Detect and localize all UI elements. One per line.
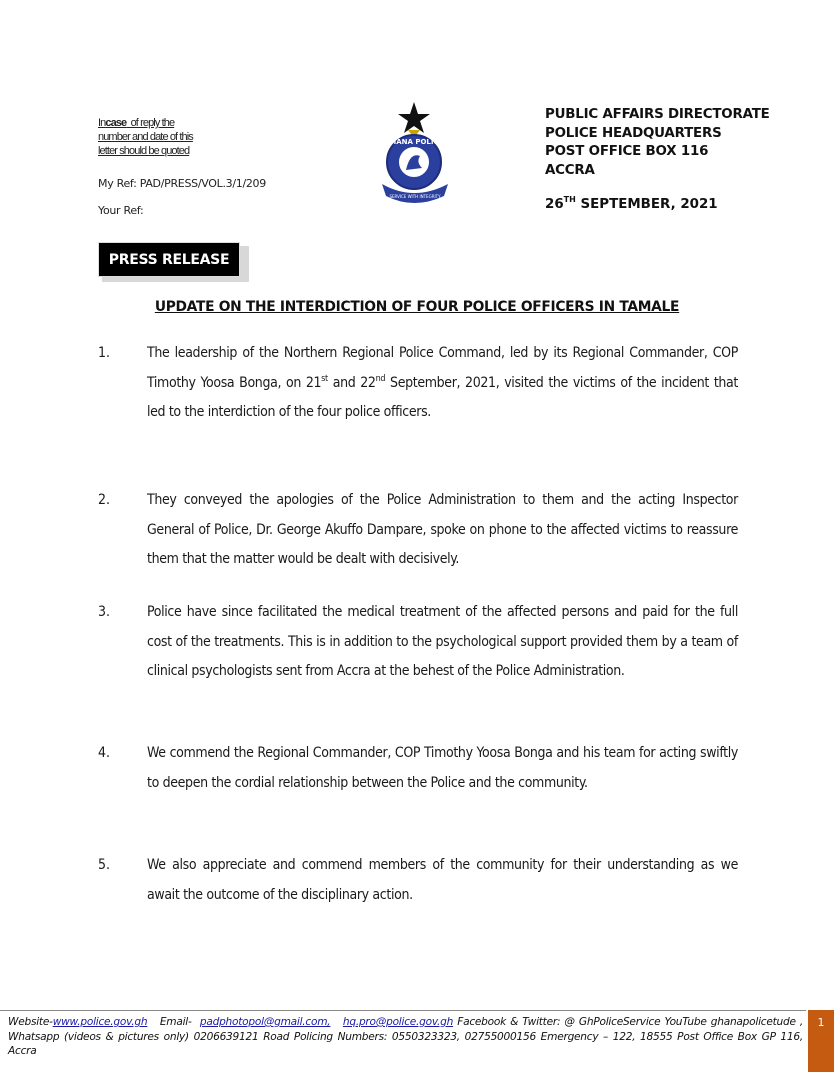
paragraph-text: Police have since facilitated the medical treatment of the affected persons and paid for the full cost of the treatments. This is in addition to the psychological support provided them by a team of clinical psychologists sent from Accra at the behest of the Police Administration.: [147, 604, 738, 679]
paragraph-number: 1.: [98, 345, 111, 361]
press-release-label: PRESS RELEASE: [98, 242, 240, 277]
footer-divider: [0, 1010, 806, 1011]
address-line: ACCRA: [545, 162, 595, 178]
reply-note-line-1: of reply the: [130, 117, 175, 129]
paragraph-number: 5.: [98, 857, 111, 873]
your-ref: Your Ref:: [98, 204, 144, 217]
paragraph-4: [98, 739, 738, 798]
address-line: POLICE HEADQUARTERS: [545, 125, 722, 141]
document-title: UPDATE ON THE INTERDICTION OF FOUR POLICE OFFICERS IN TAMALE: [154, 299, 680, 315]
paragraph-text: We commend the Regional Commander, COP Timothy Yoosa Bonga and his team for acting swiftly to deepen the cordial relationship between the Police and the community.: [147, 745, 738, 791]
police-crest-icon: [372, 100, 462, 212]
crest-motto: SERVICE WITH INTEGRITY: [389, 194, 441, 199]
email-label: Email-: [159, 1016, 192, 1028]
ghana-police-crest: [372, 100, 462, 212]
paragraph-text: We also appreciate and commend members of the community for their understanding as we await the outcome of the disciplinary action.: [147, 857, 738, 903]
address-line: POST OFFICE BOX 116: [545, 144, 709, 159]
paragraph-1: [98, 339, 738, 428]
reply-note-word: In: [98, 117, 106, 129]
date-suffix: TH: [563, 195, 576, 204]
email-link-1[interactable]: padphotopol@gmail.com,: [199, 1016, 331, 1028]
date-rest: SEPTEMBER, 2021: [575, 197, 718, 212]
date-day: 26: [545, 197, 564, 212]
paragraph-text: [147, 339, 738, 428]
paragraph-5: [98, 851, 738, 910]
paragraph-text-part: and 22: [327, 374, 376, 391]
ordinal-suffix: st: [321, 373, 328, 384]
my-ref: My Ref: PAD/PRESS/VOL.3/1/209: [98, 177, 266, 190]
footer-contact-text: Facebook & Twitter: @ GhPoliceService YouTube ghanapolicetude , Whatsapp (videos & pictures only) 0206639121 Road Policing Numbers: 0550323323, 02755000156 Emergency – 122, 18555 Post Office Box GP 116, Accra: [8, 1016, 803, 1057]
paragraph-number: 4.: [98, 745, 111, 761]
paragraph-2: [98, 486, 738, 575]
paragraph-text-part: The leadership of the Northern Regional Police Command, led by its Regional Commander, COP Timothy Yoosa Bonga, on 21: [147, 345, 738, 391]
footer-contacts: [8, 1015, 803, 1059]
reply-note-line-3: letter should be quoted: [98, 145, 190, 157]
page-number: 1: [808, 1010, 834, 1072]
website-link[interactable]: www.police.gov.gh: [52, 1016, 148, 1028]
paragraph-text: They conveyed the apologies of the Police Administration to them and the acting Inspector General of Police, Dr. George Akuffo Dampare, spoke on phone to the affected victims to reassure them that the matter would be dealt with decisively.: [147, 492, 738, 567]
paragraph-number: 3.: [98, 604, 111, 620]
email-link-2[interactable]: hq.pro@police.gov.gh: [342, 1016, 454, 1028]
release-date: [545, 195, 718, 212]
reply-note-line-2: number and date of this: [98, 131, 193, 143]
address-block: [545, 106, 770, 180]
paragraph-3: [98, 598, 738, 687]
ordinal-suffix: nd: [375, 373, 386, 384]
paragraph-number: 2.: [98, 492, 111, 508]
address-line: PUBLIC AFFAIRS DIRECTORATE: [545, 107, 770, 122]
paragraph-text-part: September, 2021, visited the victims of the incident that led to the interdiction of the four police officers.: [147, 374, 739, 420]
website-label: Website-: [8, 1016, 53, 1028]
reply-note-word-bold: case: [105, 117, 127, 129]
crest-text: GHANA POLICE: [384, 138, 444, 146]
reply-note: [98, 116, 193, 158]
